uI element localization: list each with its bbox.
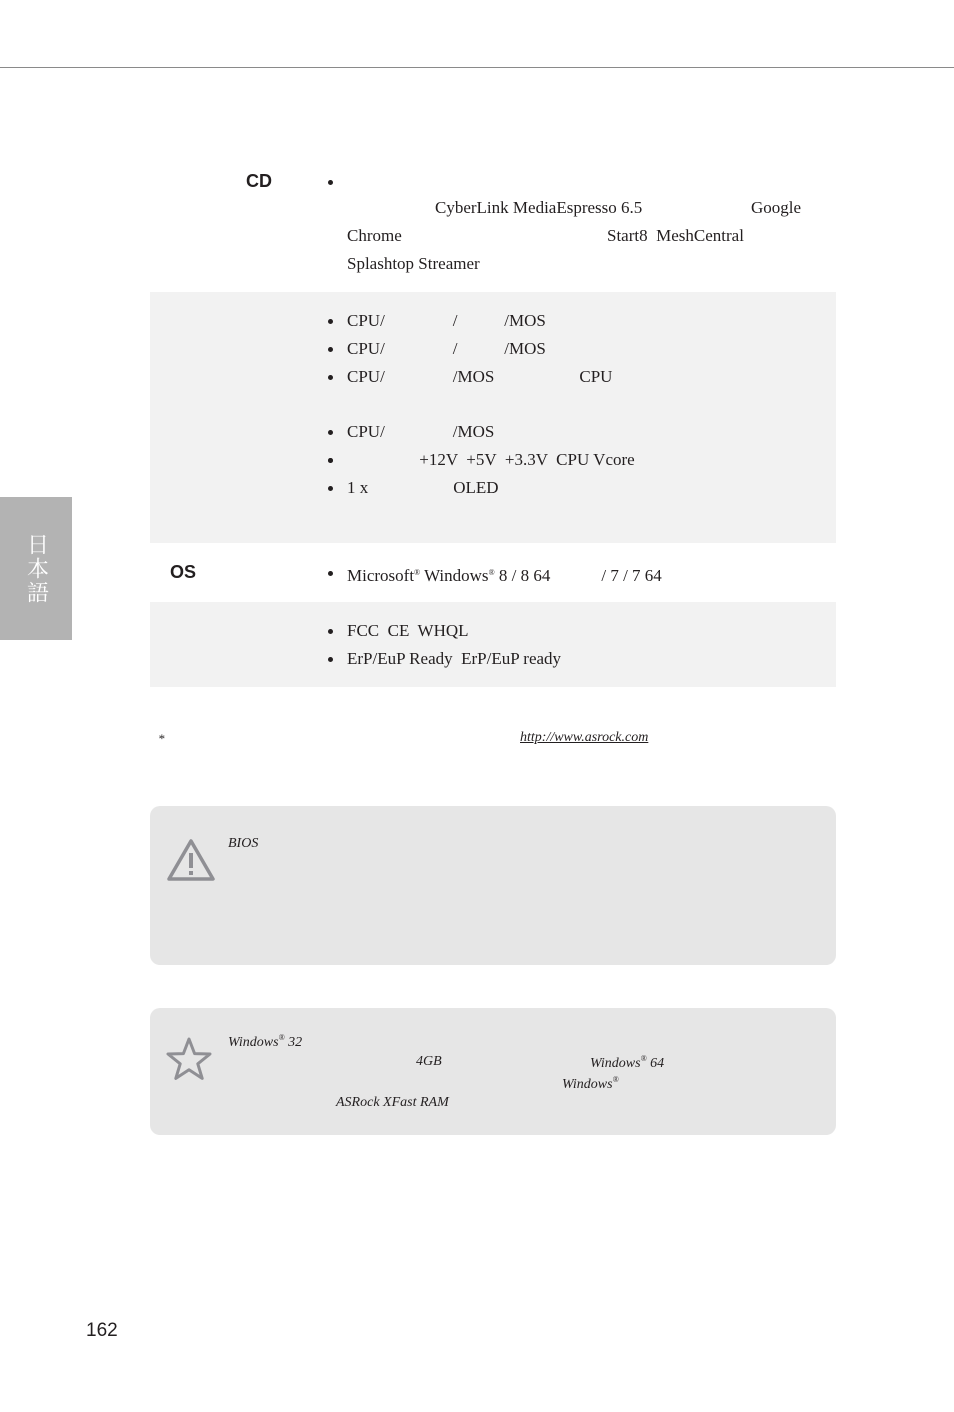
spec-row-monitoring bbox=[150, 292, 836, 543]
caution-box bbox=[150, 806, 836, 965]
software-list bbox=[328, 168, 828, 196]
asrock-website-link[interactable]: http://www.asrock.com bbox=[520, 730, 649, 745]
caution-text: BIOS bbox=[228, 836, 259, 851]
star-icon bbox=[166, 1036, 212, 1080]
list-item bbox=[328, 168, 828, 196]
list-item: CPU/ / /MOS bbox=[328, 307, 828, 335]
spec-label-os: OS bbox=[170, 562, 197, 582]
header-rule bbox=[0, 67, 954, 68]
software-line: Start8 MeshCentral bbox=[607, 226, 744, 245]
list-item: 1 x OLED bbox=[328, 474, 828, 502]
monitoring-list bbox=[328, 307, 828, 502]
list-item: CPU/ / /MOS bbox=[328, 335, 828, 363]
list-item: ErP/EuP Ready ErP/EuP ready bbox=[328, 645, 828, 673]
tip-line: Windows® 64 bbox=[590, 1054, 665, 1071]
tip-line: Windows® 32 bbox=[228, 1033, 303, 1050]
page-number: 162 bbox=[86, 1320, 118, 1341]
tip-line: Windows® bbox=[562, 1075, 619, 1092]
list-item: CPU/ /MOS bbox=[328, 418, 828, 446]
footnote-marker: * bbox=[158, 731, 165, 746]
spec-table bbox=[150, 166, 836, 687]
warning-icon bbox=[166, 838, 216, 882]
language-tab bbox=[0, 497, 72, 640]
language-tab-label: 日本語 bbox=[23, 532, 49, 605]
spec-row-software bbox=[150, 166, 836, 292]
software-line: Splashtop Streamer bbox=[347, 254, 480, 273]
certifications-list bbox=[328, 617, 828, 673]
list-item: Microsoft® Windows® 8 / 8 64 / 7 / 7 64 bbox=[328, 559, 828, 590]
list-item: CPU/ /MOS CPU bbox=[328, 363, 828, 391]
os-list bbox=[328, 559, 828, 590]
tip-line: ASRock XFast RAM bbox=[336, 1095, 449, 1110]
tip-box bbox=[150, 1008, 836, 1135]
list-item: FCC CE WHQL bbox=[328, 617, 828, 645]
spec-row-certifications bbox=[150, 602, 836, 687]
software-line: CyberLink MediaEspresso 6.5 bbox=[435, 198, 643, 217]
software-line: Chrome bbox=[347, 226, 402, 245]
list-item: +12V +5V +3.3V CPU Vcore bbox=[328, 446, 828, 474]
spec-row-os bbox=[150, 543, 836, 602]
software-line: Google bbox=[751, 198, 802, 217]
tip-line: 4GB bbox=[416, 1054, 442, 1069]
spec-label-software: CD bbox=[246, 171, 272, 191]
